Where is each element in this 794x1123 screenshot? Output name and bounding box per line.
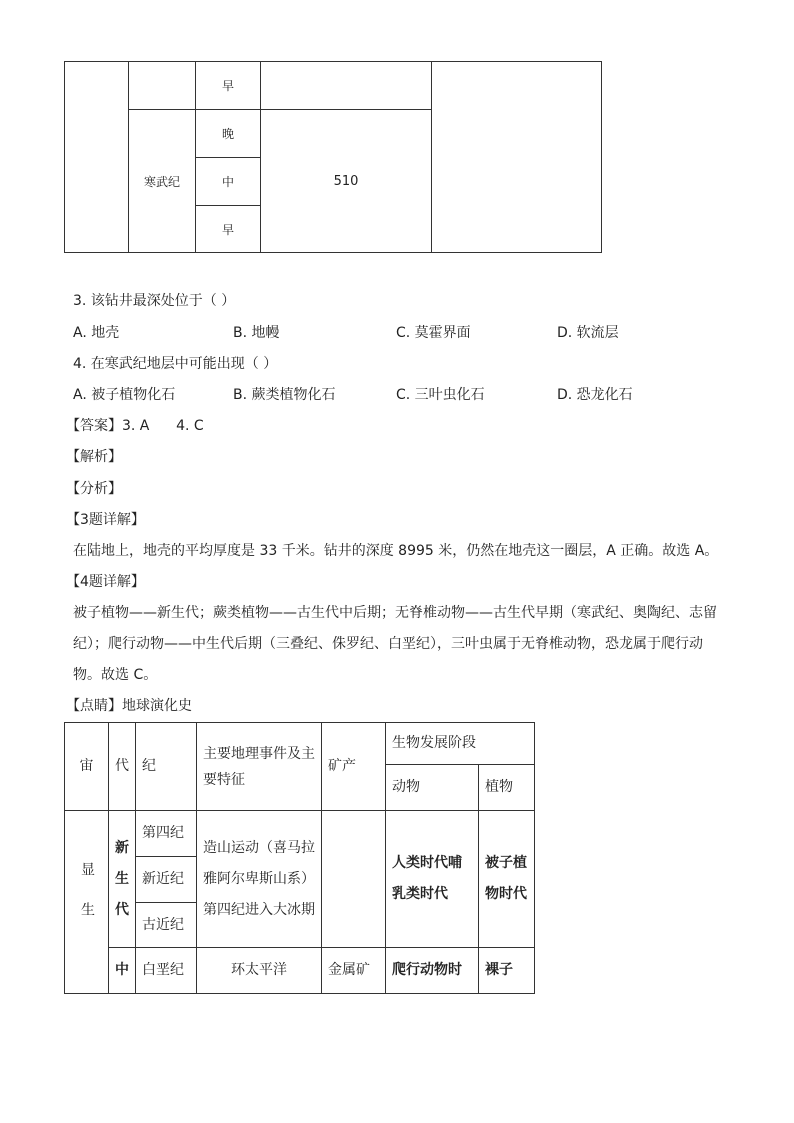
q4-detail-text: 被子植物——新生代；蕨类植物——古生代中后期；无脊椎动物——古生代早期（寒武纪、奥陶纪、志留纪）；爬行动物——中生代后期（三叠纪、侏罗纪、白垩纪），三叶虫属于无脊椎动物，恐龙属于爬行动物。故选 C。	[73, 605, 717, 683]
table-cell-sub-late: 晚	[196, 110, 261, 158]
header-era: 代	[109, 723, 136, 811]
mesozoic-minerals: 金属矿	[322, 948, 386, 994]
q4-option-b: B. 蕨类植物化石	[233, 387, 336, 403]
q3-option-d: D. 软流层	[557, 325, 619, 341]
q4-detail-label: 【4题详解】	[66, 574, 145, 590]
answer-text: 3. A 4. C	[122, 418, 204, 434]
header-events: 主要地理事件及主要特征	[197, 723, 322, 811]
period-quaternary: 第四纪	[136, 811, 197, 857]
geologic-table-top	[64, 61, 602, 253]
q4-option-a: A. 被子植物化石	[73, 387, 176, 403]
fenxi-label: 【分析】	[66, 481, 122, 497]
header-eon: 宙	[65, 723, 109, 811]
table-cell	[65, 62, 129, 253]
mesozoic-plants: 裸子	[479, 948, 535, 994]
cenozoic-minerals	[322, 811, 386, 948]
period-neogene: 新近纪	[136, 857, 197, 903]
table-cell-sub-early: 早	[196, 206, 261, 253]
table-cell-sub-early: 早	[196, 62, 261, 110]
table-cell-cambrian: 寒武纪	[129, 110, 196, 253]
answer-line	[66, 416, 204, 436]
mesozoic-events: 环太平洋	[197, 948, 322, 994]
cenozoic-animals: 人类时代哺乳类时代	[386, 811, 479, 948]
header-period: 纪	[136, 723, 197, 811]
q3-option-a: A. 地壳	[73, 325, 120, 341]
question-4-stem: 4. 在寒武纪地层中可能出现（ ）	[73, 356, 278, 372]
question-3-stem: 3. 该钻井最深处位于（ ）	[73, 293, 236, 309]
q4-option-d: D. 恐龙化石	[557, 387, 633, 403]
header-plants: 植物	[479, 765, 535, 811]
era-cenozoic: 新生代	[109, 811, 136, 948]
table-cell-sub-middle: 中	[196, 158, 261, 206]
table-cell-age-value: 510	[261, 110, 432, 253]
era-mesozoic: 中	[109, 948, 136, 994]
header-minerals: 矿产	[322, 723, 386, 811]
header-bio: 生物发展阶段	[386, 723, 535, 765]
dianjing-line	[66, 696, 192, 716]
dianjing-text: 地球演化史	[122, 698, 192, 714]
analysis-label: 【解析】	[66, 449, 122, 465]
dianjing-label: 【点睛】	[66, 698, 122, 714]
q3-option-c: C. 莫霍界面	[396, 325, 471, 341]
period-cretaceous: 白垩纪	[136, 948, 197, 994]
table-cell	[261, 62, 432, 110]
table-cell	[432, 62, 602, 253]
cenozoic-events: 造山运动（喜马拉雅阿尔卑斯山系）第四纪进入大冰期	[197, 811, 322, 948]
mesozoic-animals: 爬行动物时	[386, 948, 479, 994]
q3-detail-text: 在陆地上，地壳的平均厚度是 33 千米。钻井的深度 8995 米，仍然在地壳这一圈层，A 正确。故选 A。	[73, 543, 719, 559]
cenozoic-plants: 被子植物时代	[479, 811, 535, 948]
eon-value: 显生	[65, 811, 109, 994]
header-animals: 动物	[386, 765, 479, 811]
table-cell	[129, 62, 196, 110]
earth-history-table	[64, 722, 535, 994]
q3-detail-label: 【3题详解】	[66, 512, 145, 528]
q4-option-c: C. 三叶虫化石	[396, 387, 485, 403]
period-paleogene: 古近纪	[136, 903, 197, 948]
answer-label: 【答案】	[66, 418, 122, 434]
q3-option-b: B. 地幔	[233, 325, 280, 341]
